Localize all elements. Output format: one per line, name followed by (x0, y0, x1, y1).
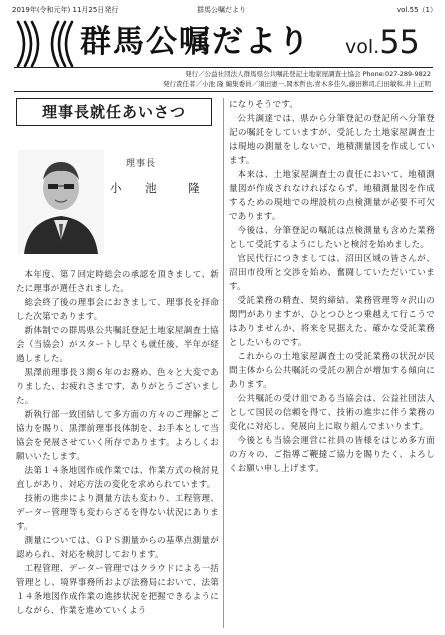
paragraph: 新執行部一致団結して多方面の方々のご理解とご協力を賜り、黒澤前理事長体制を、お手本として当協会を発展させていく所存であります。よろしくお願いいたします。 (16, 410, 219, 462)
volume-small: vol.55（1） (397, 6, 437, 14)
paragraph: 受託業務の精査、契約締結、業務管理等々沢山の関門がありますが、ひとつひとつ乗越えて行こうではありませんか、将来を見据えた、確かな受託業務としたいものです。 (229, 296, 435, 348)
header-rule (14, 67, 433, 68)
volume-number (345, 22, 420, 68)
portrait-photo (18, 150, 104, 254)
newsletter-name-small: 群馬公嘱だより (197, 6, 246, 14)
publisher-line: 発行／公益社団法人群馬県公共嘱託登記土地家屋調査士協会 Phone:027-289-9822 (185, 70, 431, 78)
paragraph: 法第１４条地図作成作業では、作業方式の検討見直しがあり、対応方法の変化を求められています。 (16, 466, 219, 490)
header-rule-bottom (14, 91, 433, 92)
article-heading: 理事長就任あいさつ (16, 98, 212, 126)
article-body-right (229, 98, 435, 634)
paragraph: 工程管理、データー管理ではクラウドによる一括管理とし、境界事務所および法務局において、法第１４条地図作成作業の進捗状況を把握できるようにしながら、作業を進めていくよう (16, 564, 219, 616)
paragraph: 今後とも当協会運営に社員の皆様をはじめ多方面の方々の、ご指導ご鞭撻ご協力を賜りたく、よろしくお願い申し上げます。 (229, 436, 435, 474)
editor-line: 発行責任者／小池 隆 編集委員／須田憲一,岡本哲也,青木多佳久,藤田耕司,臼田敏和,井上正明 (163, 80, 431, 88)
newsletter-title: 群馬公嘱だより (80, 24, 311, 60)
paragraph: 公共調達では、県から分筆登記の登記所へ分筆登記の嘱託をしていますが、受託した土地家屋調査士は現地の測量をしないで、地積測量図を作成しています。 (229, 114, 435, 166)
column-divider (223, 98, 224, 628)
paragraph: 総会終了後の理事会におきまして、理事長を拝命した次第であります。 (16, 298, 219, 322)
paragraph: 本来は、土地家屋調査士の責任において、地積測量図が作成されなければならず、地積測量図を作成するための現地での埋設杭の点検測量が必要不可欠であります。 (229, 170, 435, 222)
top-info-line (12, 5, 437, 15)
paragraph: 今後は、分筆登記の嘱託は点検測量も含めた業務として受託するようにしたいと検討を始めました。 (229, 226, 435, 250)
volume-digits: 55 (379, 23, 420, 61)
paragraph: 公共嘱託の受け皿である当協会は、公益社団法人として国民の信頼を得て、技術の進歩に伴う業務の変化に対応し、発展向上に取り組んでまいります。 (229, 394, 435, 432)
paragraph: 新体制での群馬県公共嘱託登記土地家屋調査士協会（当協会）がスタートし早くも就任後、半年が経過しました。 (16, 326, 219, 364)
author-role: 理事長 (126, 159, 157, 169)
article-heading-area (16, 98, 220, 126)
paragraph: 黒澤前理事長３期６年のお務め、色々と大変でありました、お疲れさまです、ありがとうございました。 (16, 368, 219, 406)
paragraph: になりそうです。 (229, 100, 298, 110)
paragraph: 測量については、ＧＰＳ測量からの基準点測量が認められ、対応を検討しております。 (16, 536, 219, 560)
volume-prefix: vol. (345, 36, 380, 58)
article-body-left (16, 268, 219, 634)
paragraph: 技術の進歩により測量方法も変わり、工程管理、データー管理等も変わらざるを得ない状況にあります。 (16, 494, 219, 532)
issue-date: 2019年(令和元年) 11月25日発行 (12, 6, 119, 14)
paragraph: これからの土地家屋調査士の受託業務の状況が民間主体から公共嘱託の受託の割合が増加する傾向にあります。 (229, 352, 435, 390)
author-name: 小 池 隆 (110, 181, 210, 195)
paragraph: 本年度、第７回定時総会の承認を頂きまして、新たに理事が選任されました。 (16, 270, 219, 294)
paragraph: 官民代行につきましては、沼田区域の皆さんが、沼田市役所と交渉を始め、奮闘していただいています。 (229, 254, 435, 292)
logo-icon (14, 18, 76, 70)
